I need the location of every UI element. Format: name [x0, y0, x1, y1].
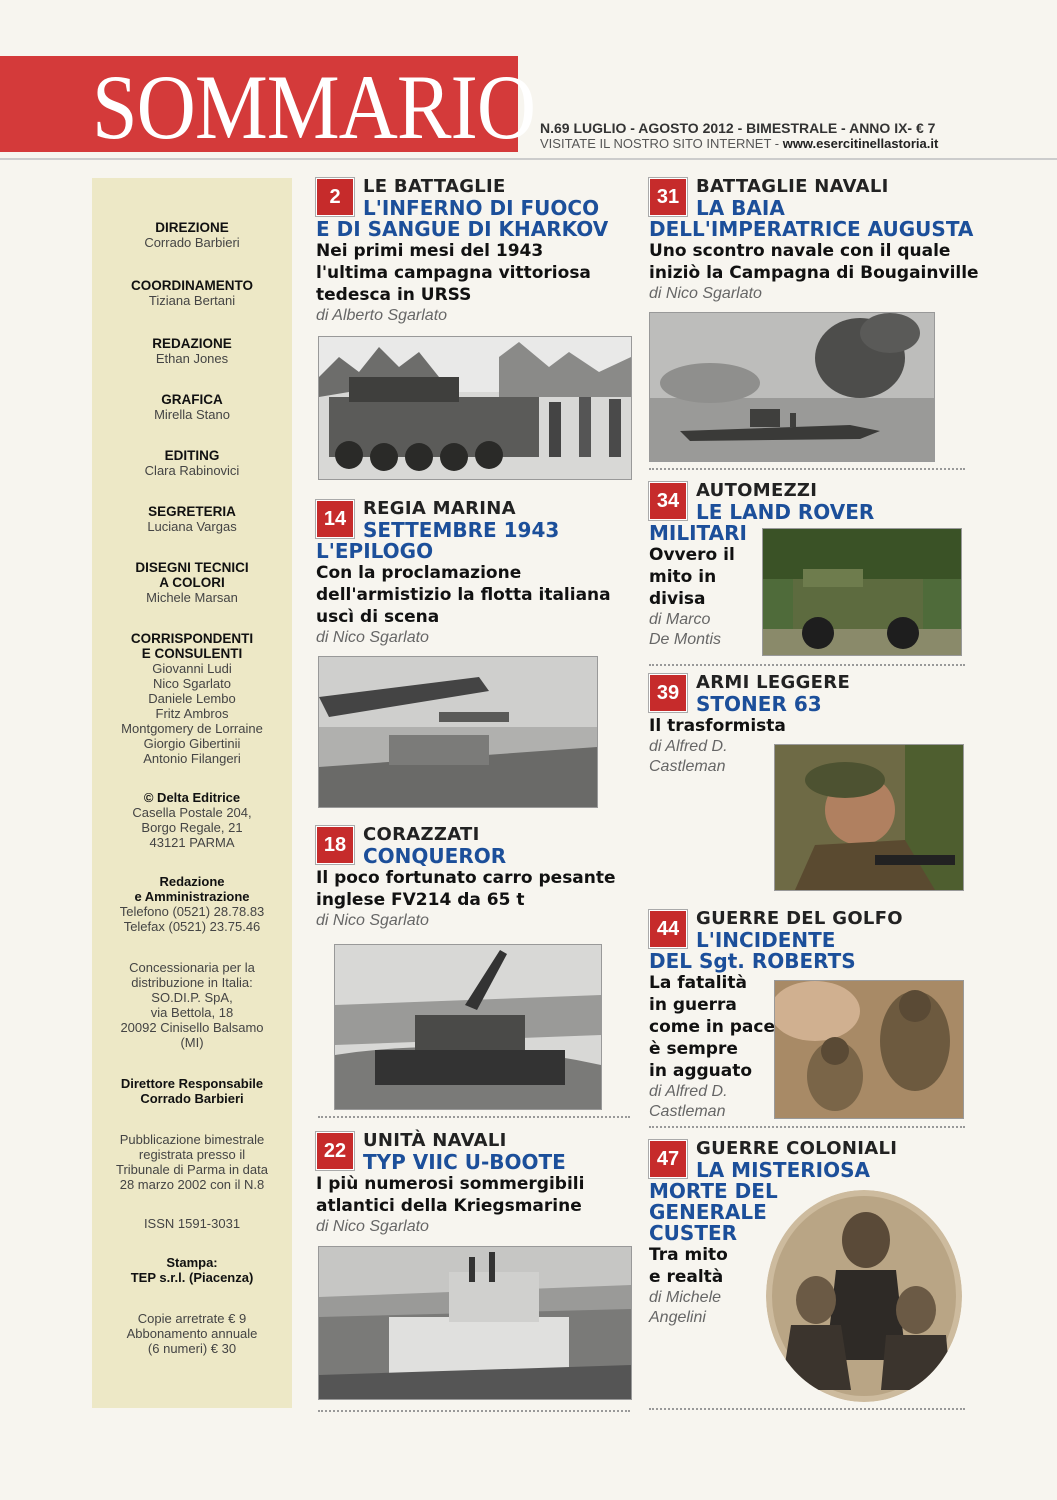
article-author: di Marco: [649, 611, 711, 628]
article-desc: Con la proclamazione: [316, 563, 522, 583]
article-title: LA BAIA: [696, 196, 785, 220]
distribution-line: Concessionaria per la: [129, 960, 255, 975]
page-number: 18: [316, 826, 354, 864]
staff-name: Giorgio Gibertinii: [143, 736, 241, 751]
staff-name: Fritz Ambros: [155, 706, 229, 721]
article-desc: uscì di scena: [316, 607, 440, 627]
article-desc: La fatalità: [649, 973, 747, 993]
distribution-line: SO.DI.P. SpA,: [151, 990, 233, 1005]
article-title: GENERALE: [649, 1200, 767, 1224]
website-line: [540, 136, 938, 151]
director-heading: Direttore Responsabile: [120, 1076, 264, 1091]
photo-custer-portrait: [766, 1190, 962, 1402]
article-title: SETTEMBRE 1943: [363, 518, 560, 542]
photo-battleship: [318, 656, 598, 808]
printer-name: TEP s.r.l. (Piacenza): [130, 1270, 254, 1285]
article-desc: iniziò la Campagna di Bougainville: [649, 263, 979, 283]
staff-corrispondenti: [92, 631, 292, 766]
back-issues-price: Copie arretrate € 9: [137, 1311, 247, 1326]
staff-name: Antonio Filangeri: [143, 751, 241, 766]
article-desc: e realtà: [649, 1267, 724, 1287]
photo-soldier-stoner: [774, 744, 964, 891]
subscription-price: (6 numeri) € 30: [147, 1341, 237, 1356]
staff-name: Daniele Lembo: [148, 691, 236, 706]
article-category: BATTAGLIE NAVALI: [696, 176, 889, 197]
article-desc: Tra mito: [649, 1245, 728, 1265]
director-block: [92, 1076, 292, 1106]
article-desc: Ovvero il: [649, 545, 735, 565]
article-category: UNITÀ NAVALI: [363, 1130, 507, 1151]
distribution-line: 20092 Cinisello Balsamo: [120, 1020, 264, 1035]
page-number: 34: [649, 482, 687, 520]
article-desc: mito in: [649, 567, 717, 587]
article-title: DELL'IMPERATRICE AUGUSTA: [649, 217, 974, 241]
article-desc: in guerra: [649, 995, 737, 1015]
article-title: TYP VIIC U-BOOTE: [363, 1150, 566, 1174]
registration-line: Pubblicazione bimestrale: [119, 1132, 265, 1147]
distribution-block: [92, 960, 292, 1050]
printer-block: [92, 1255, 292, 1285]
article-desc: Nei primi mesi del 1943: [316, 241, 544, 261]
staff-name: Montgomery de Lorraine: [121, 721, 263, 736]
staff-segreteria: [92, 504, 292, 534]
photo-land-rover: [762, 528, 962, 656]
issue-info: N.69 LUGLIO - AGOSTO 2012 - BIMESTRALE - ANNO IX- € 7: [540, 120, 936, 136]
article-category: GUERRE DEL GOLFO: [696, 908, 903, 929]
article-author: Angelini: [649, 1309, 706, 1326]
article-desc: tedesca in URSS: [316, 285, 472, 305]
page-number: 47: [649, 1140, 687, 1178]
article-desc: l'ultima campagna vittoriosa: [316, 263, 591, 283]
divider: [649, 468, 965, 470]
website-link[interactable]: www.esercitinellastoria.it: [782, 136, 939, 151]
article-title: CUSTER: [649, 1221, 738, 1245]
publisher-block: [92, 790, 292, 850]
publisher-address: Borgo Regale, 21: [141, 820, 243, 835]
article-desc: atlantici della Kriegsmarine: [316, 1196, 582, 1216]
staff-heading: A COLORI: [159, 575, 225, 590]
staff-heading: E CONSULENTI: [141, 646, 243, 661]
staff-editing: [92, 448, 292, 478]
administration-block: [92, 874, 292, 934]
printer-heading: Stampa:: [166, 1255, 218, 1270]
divider: [649, 1408, 965, 1410]
gulf-war-photo-image: [775, 981, 963, 1118]
subscription-label: Abbonamento annuale: [126, 1326, 258, 1341]
article-desc: Il trasformista: [649, 716, 786, 736]
administration-heading: Redazione: [159, 874, 225, 889]
divider: [649, 1126, 965, 1128]
article-title: MORTE DEL: [649, 1179, 778, 1203]
page-number: 39: [649, 674, 687, 712]
staff-heading: COORDINAMENTO: [130, 278, 253, 293]
article-category: CORAZZATI: [363, 824, 480, 845]
article-author: di Nico Sgarlato: [316, 1218, 429, 1235]
staff-name: Mirella Stano: [154, 407, 230, 422]
page-number: 22: [316, 1132, 354, 1170]
land-rover-photo-image: [763, 529, 961, 655]
staff-heading: GRAFICA: [161, 392, 223, 407]
website-prefix: VISITATE IL NOSTRO SITO INTERNET -: [540, 136, 783, 151]
staff-heading: DIREZIONE: [155, 220, 229, 235]
staff-name: Nico Sgarlato: [152, 676, 232, 691]
photo-conqueror-tank: [334, 944, 602, 1110]
conqueror-photo-image: [335, 945, 601, 1109]
staff-name: Tiziana Bertani: [148, 293, 236, 308]
article-desc: divisa: [649, 589, 706, 609]
page-number: 14: [316, 500, 354, 538]
custer-photo-image: [766, 1190, 962, 1402]
photo-u-boat: [318, 1246, 632, 1400]
phone-number: Telefono (0521) 28.78.83: [119, 904, 265, 919]
staff-name: Clara Rabinovici: [144, 463, 240, 478]
article-title: STONER 63: [696, 692, 822, 716]
page-title: SOMMARIO: [92, 56, 536, 159]
staff-heading: DISEGNI TECNICI: [135, 560, 249, 575]
header-divider: [0, 158, 1057, 160]
registration-block: [92, 1132, 292, 1192]
article-desc: Il poco fortunato carro pesante: [316, 868, 616, 888]
registration-line: registrata presso il: [138, 1147, 246, 1162]
battleship-photo-image: [319, 657, 597, 807]
staff-heading: CORRISPONDENTI: [130, 631, 254, 646]
article-title: MILITARI: [649, 521, 747, 545]
prices-block: [92, 1311, 292, 1356]
article-desc: Uno scontro navale con il quale: [649, 241, 951, 261]
article-author: Castleman: [649, 758, 726, 775]
staff-heading: SEGRETERIA: [148, 504, 236, 519]
article-desc: dell'armistizio la flotta italiana: [316, 585, 611, 605]
article-desc: è sempre: [649, 1039, 738, 1059]
article-title: LA MISTERIOSA: [696, 1158, 870, 1182]
staff-name: Michele Marsan: [146, 590, 238, 605]
article-title: DEL Sgt. ROBERTS: [649, 949, 856, 973]
staff-name: Corrado Barbieri: [144, 235, 240, 250]
photo-tank-kharkov: [318, 336, 632, 480]
page-number: 31: [649, 178, 687, 216]
staff-direzione: [92, 220, 292, 250]
article-title: L'INCIDENTE: [696, 928, 836, 952]
article-desc: I più numerosi sommergibili: [316, 1174, 585, 1194]
article-title: L'INFERNO DI FUOCO: [363, 196, 600, 220]
article-author: di Nico Sgarlato: [649, 285, 762, 302]
article-author: di Alberto Sgarlato: [316, 307, 448, 324]
tank-photo-image: [319, 337, 631, 479]
fax-number: Telefax (0521) 23.75.46: [123, 919, 261, 934]
divider: [318, 1410, 630, 1412]
staff-grafica: [92, 392, 292, 422]
article-title: L'EPILOGO: [316, 539, 434, 563]
divider: [649, 664, 965, 666]
article-author: di Michele: [649, 1289, 722, 1306]
article-author: di Nico Sgarlato: [316, 629, 429, 646]
article-author: De Montis: [649, 631, 722, 648]
publisher-address: 43121 PARMA: [149, 835, 235, 850]
masthead-sidebar: [92, 178, 292, 1408]
article-category: LE BATTAGLIE: [363, 176, 506, 197]
article-author: di Alfred D.: [649, 738, 728, 755]
registration-line: Tribunale di Parma in data: [116, 1162, 268, 1177]
article-category: REGIA MARINA: [363, 498, 516, 519]
soldier-photo-image: [775, 745, 963, 890]
staff-redazione: [92, 336, 292, 366]
staff-heading: EDITING: [164, 448, 220, 463]
article-title: LE LAND ROVER: [696, 500, 875, 524]
staff-disegni: [92, 560, 292, 605]
article-author: Castleman: [649, 1103, 726, 1120]
photo-gulf-war: [774, 980, 964, 1119]
article-desc: in agguato: [649, 1061, 753, 1081]
staff-coordinamento: [92, 278, 292, 308]
staff-name: Ethan Jones: [155, 351, 229, 366]
photo-naval-battle: [649, 312, 935, 462]
distribution-line: distribuzione in Italia:: [131, 975, 253, 990]
page-number: 2: [316, 178, 354, 216]
u-boat-photo-image: [319, 1247, 631, 1399]
issn: ISSN 1591-3031: [143, 1216, 241, 1231]
staff-heading: REDAZIONE: [152, 336, 232, 351]
article-desc: come in pace: [649, 1017, 776, 1037]
publisher-address: Casella Postale 204,: [132, 805, 252, 820]
article-author: di Alfred D.: [649, 1083, 728, 1100]
divider: [318, 1116, 630, 1118]
article-title: CONQUEROR: [363, 844, 507, 868]
staff-name: Giovanni Ludi: [152, 661, 232, 676]
administration-heading: e Amministrazione: [134, 889, 250, 904]
article-title: E DI SANGUE DI KHARKOV: [316, 217, 609, 241]
article-category: GUERRE COLONIALI: [696, 1138, 898, 1159]
article-category: ARMI LEGGERE: [696, 672, 851, 693]
article-author: di Nico Sgarlato: [316, 912, 429, 929]
publisher-name: © Delta Editrice: [143, 790, 241, 805]
naval-photo-image: [650, 313, 934, 461]
registration-line: 28 marzo 2002 con il N.8: [119, 1177, 265, 1192]
distribution-line: (MI): [180, 1035, 204, 1050]
director-name: Corrado Barbieri: [140, 1091, 244, 1106]
article-category: AUTOMEZZI: [696, 480, 818, 501]
article-desc: inglese FV214 da 65 t: [316, 890, 525, 910]
staff-name: Luciana Vargas: [147, 519, 237, 534]
distribution-line: via Bettola, 18: [150, 1005, 234, 1020]
page-number: 44: [649, 910, 687, 948]
